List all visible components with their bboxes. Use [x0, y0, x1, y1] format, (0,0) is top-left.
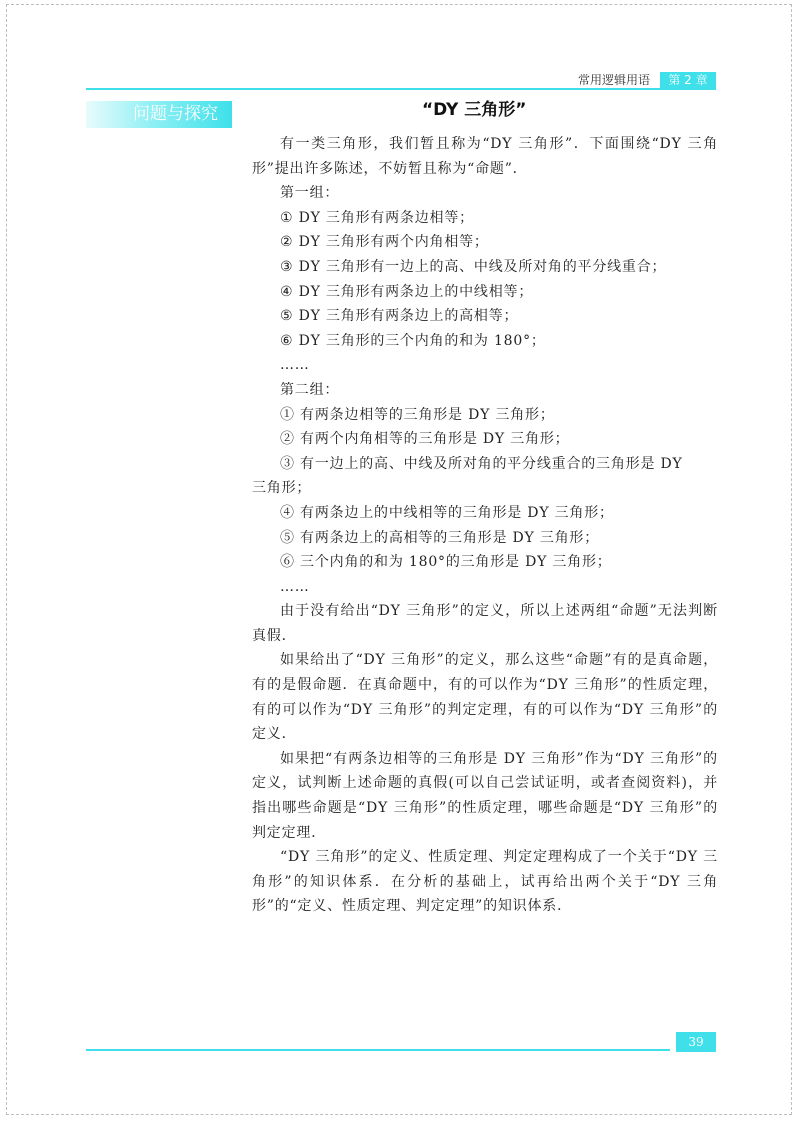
group1-item: ④ DY 三角形有两条边上的中线相等；	[280, 283, 534, 300]
body-text	[252, 132, 718, 919]
group1-label: 第一组：	[280, 185, 340, 202]
group2-item	[252, 452, 718, 501]
group1-ellipsis: ……	[280, 357, 310, 374]
group1-item: ⑥ DY 三角形的三个内角的和为 180°；	[280, 332, 546, 349]
paragraph: 由于没有给出“DY 三角形”的定义，所以上述两组“命题”无法判断真假．	[252, 603, 718, 644]
chapter-title: 常用逻辑用语	[578, 73, 651, 87]
group2-item: ④ 有两条边上的中线相等的三角形是 DY 三角形；	[280, 504, 614, 521]
paragraph: 如果给出了“DY 三角形”的定义，那么这些“命题”有的是真命题，有的是假命题．在真命题中，有的可以作为“DY 三角形”的性质定理，有的可以作为“DY 三角形”的判定定理，有的可以作为“DY 三角形”的定义．	[252, 652, 718, 743]
group2-ellipsis: ……	[280, 578, 310, 595]
group2-item3-line1: ③ 有一边上的高、中线及所对角的平分线重合的三角形是 DY	[280, 455, 683, 472]
intro-paragraph: 有一类三角形，我们暂且称为“DY 三角形”．下面围绕“DY 三角形”提出许多陈述，不妨暂且称为“命题”．	[252, 136, 718, 177]
group1-item: ② DY 三角形有两个内角相等；	[280, 234, 489, 251]
section-label: 问题与探究	[86, 101, 232, 128]
group2-item: ⑤ 有两条边上的高相等的三角形是 DY 三角形；	[280, 529, 600, 546]
page-number: 39	[676, 1032, 716, 1052]
group1-item: ① DY 三角形有两条边相等；	[280, 209, 474, 226]
paragraph: 如果把“有两条边相等的三角形是 DY 三角形”作为“DY 三角形”的定义，试判断上述命题的真假(可以自己尝试证明，或者查阅资料)，并指出哪些命题是“DY 三角形”的性质定理，哪些命题是“DY 三角形”的判定定理．	[252, 750, 718, 841]
footer-rule	[86, 1049, 670, 1051]
page-title: “DY 三角形”	[422, 100, 527, 120]
group2-item: ① 有两条边相等的三角形是 DY 三角形；	[280, 406, 555, 423]
group1-item: ③ DY 三角形有一边上的高、中线及所对角的平分线重合；	[280, 258, 667, 275]
group1-item: ⑤ DY 三角形有两条边上的高相等；	[280, 308, 519, 325]
group2-item: ② 有两个内角相等的三角形是 DY 三角形；	[280, 431, 570, 448]
group2-item3-line2: 三角形；	[252, 480, 312, 497]
group2-label: 第二组：	[280, 381, 340, 398]
chapter-number-badge: 第 2 章	[660, 72, 716, 89]
paragraph: “DY 三角形”的定义、性质定理、判定定理构成了一个关于“DY 三角形”的知识体系．在分析的基础上，试再给出两个关于“DY 三角形”的“定义、性质定理、判定定理”的知识体系．	[252, 849, 718, 915]
header-rule	[86, 88, 716, 90]
group2-item: ⑥ 三个内角的和为 180°的三角形是 DY 三角形；	[280, 554, 612, 571]
